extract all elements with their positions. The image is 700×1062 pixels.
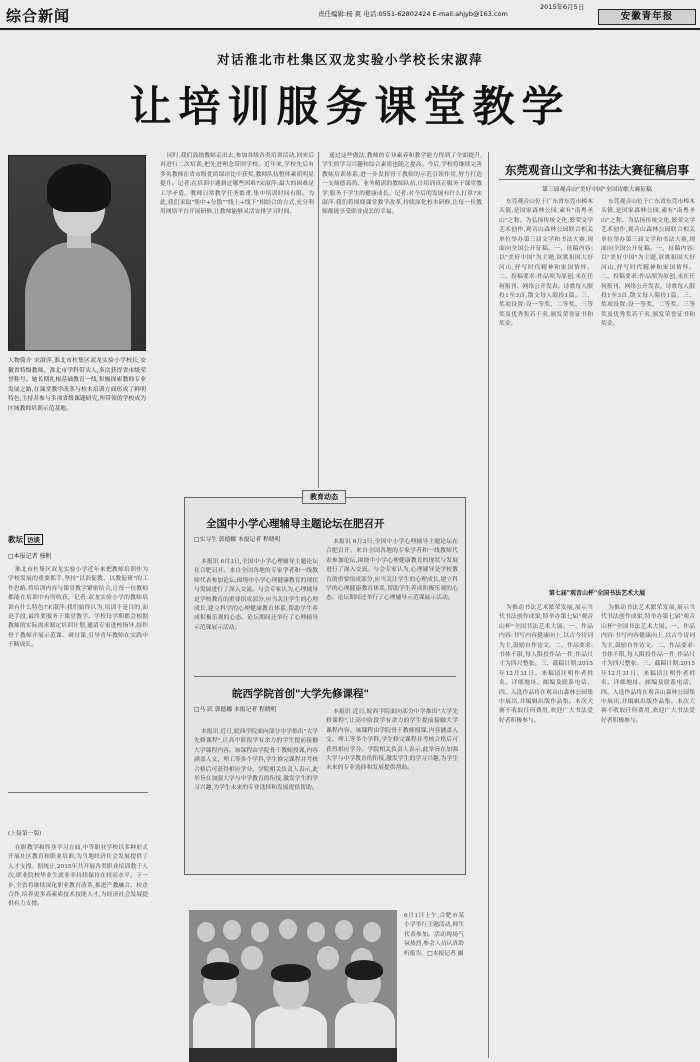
- portrait-photo: [8, 155, 146, 351]
- divider: [8, 792, 148, 793]
- sidebar-story1-col2: [326, 538, 458, 666]
- right-text2: 为推动书法艺术繁荣发展,展示当代书法创作成果,特举办第七届"观音山杯"全国书法艺术大展。一、作品内容:书写内容健康向上,以古今诗词为主,鼓励自作诗文。二、作品要求:书体不限,每人限投作品一件,作品尺寸为四尺整张。三、截稿日期:2015年12月31日。来稿请注明作者姓名、详细地址、邮编及联系电话。四、入选作品将在观音山森林公园集中展出,并编辑出版作品集。本次大赛不收取任何费用,欢迎广大书法爱好者积极参与。: [499, 605, 593, 724]
- meeting-photo: [189, 910, 397, 1062]
- sidebar-story1-byline: [194, 536, 318, 556]
- photo-caption-text: 6月1日上午,合肥市某小学举行主题活动,师生代表参加。活动现场气氛热烈,参会人员认真聆听报告。□本报记者 摄: [404, 913, 464, 957]
- article-col2-text: 同时,我们鼓励教师走出去,参加各级各类培训活动,回来后再进行二次培训,把先进理念带回学校。近年来,学校先后有多名教师在省市级优质课评比中获奖,教师队伍整体素质明显提升。记者:在培训中遇到过哪些困难?宋淑萍:最大的困难是工学矛盾。教师日常教学任务繁重,集中培训时间有限。为此,我们采取"集中+分散""线上+线下"相结合的方式,充分利用网络平台开展研修,让教师能够灵活安排学习时间。: [160, 153, 314, 216]
- right-article-col4: [601, 604, 695, 1058]
- photo-caption: [404, 912, 464, 1060]
- sidebar-divider: [194, 676, 456, 677]
- right-text2-cont: 为推动书法艺术繁荣发展,展示当代书法创作成果,特举办第七届"观音山杯"全国书法艺术大展。一、作品内容:书写内容健康向上,以古今诗词为主,鼓励自作诗文。二、作品要求:书体不限,每人限投作品一件,作品尺寸为四尺整张。三、截稿日期:2015年12月31日。来稿请注明作者姓名、详细地址、邮编及联系电话。四、入选作品将在观音山森林公园集中展出,并编辑出版作品集。本次大赛不收取任何费用,欢迎广大书法爱好者积极参与。: [601, 605, 695, 724]
- sidebar-story2-col2: [326, 708, 458, 868]
- portrait-body: [25, 242, 131, 351]
- person-left: [193, 1002, 251, 1052]
- column-tag-label: 教坛: [8, 535, 23, 544]
- story2-byline-text: □马 跃 郭德娜 本报记者 程晓明: [194, 707, 277, 713]
- article-col1: [8, 566, 148, 784]
- right-text: 东莞观音山位于广东省东莞市樟木头镇,是国家森林公园,素有"南粤圣山"之称。为弘扬传统文化,繁荣文学艺术创作,观音山森林公园联合相关单位举办第三届文学和书法大赛,现面向全国公开征稿。一、征稿内容:以"美好中国"为主题,讴歌祖国大好河山,抒写时代精神和家国情怀。二、投稿要求:作品须为原创,未在任何报刊、网络公开发表。诗歌每人限投1至3首,散文每人限投1篇。三、奖项设置:设一等奖、二等奖、三等奖及优秀奖若干名,颁发荣誉证书和奖金。: [499, 199, 593, 328]
- right-article-title: 东莞观音山文学和书法大赛征稿启事: [505, 163, 689, 177]
- sidebar-story1-title: 全国中小学心理辅导主题论坛在肥召开: [206, 518, 385, 530]
- sidebar-story1-col1: [194, 558, 318, 666]
- right-article-subtitle2: 第七届"观音山杯"全国书法艺术大展: [548, 590, 646, 597]
- story1-byline-text: □实习生 郭德娜 本报记者 程晓明: [194, 537, 281, 543]
- right-text-cont: 东莞观音山位于广东省东莞市樟木头镇,是国家森林公园,素有"南粤圣山"之称。为弘扬传统文化,繁荣文学艺术创作,观音山森林公园联合相关单位举办第三届文学和书法大赛,现面向全国公开征稿。一、征稿内容:以"美好中国"为主题,讴歌祖国大好河山,抒写时代精神和家国情怀。二、投稿要求:作品须为原创,未在任何报刊、网络公开发表。诗歌每人限投1至3首,散文每人限投1篇。三、奖项设置:设一等奖、二等奖、三等奖及优秀奖若干名,颁发荣誉证书和奖金。: [601, 199, 695, 328]
- continued-note: [8, 830, 148, 840]
- issue-date: 2015年6月5日: [540, 3, 585, 11]
- editor-info: 责任编辑:杨 爽 电话:0551-62802424 E-mail:ahjyb@163.com: [318, 10, 508, 18]
- column-rule: [318, 152, 319, 488]
- page-header: [0, 0, 700, 30]
- story1-text: 本报讯 6月3日,全国中小学心理辅导主题论坛在合肥召开。来自全国各地的专家学者和一线教师代表参加论坛,围绕中小学心理健康教育的现状与发展进行了深入交流。与会专家认为,心理辅导是学校教育的重要组成部分,应当关注学生的心理成长,建立科学的心理健康教育体系,帮助学生养成积极乐观的心态。论坛期间还举行了心理辅导示范课展示活动。: [194, 559, 318, 631]
- right-column-rule: [488, 152, 489, 1058]
- story2-text-cont: 本报讯 近日,皖西学院面向部分中学推出"大学先修课程",让高中阶段学有余力的学生提前接触大学课程内容。该课程由学院骨干教师授课,内容涵盖人文、理工等多个学科,学生修完课程并考核合格后可获得相应学分。学院相关负责人表示,此举旨在加强大学与中学教育的衔接,激发学生的学习兴趣,为学生未来的专业选择和发展提供帮助。: [326, 709, 458, 772]
- column-tag: [8, 534, 43, 545]
- story1-text-cont: 本报讯 6月3日,全国中小学心理辅导主题论坛在合肥召开。来自全国各地的专家学者和一线教师代表参加论坛,围绕中小学心理健康教育的现状与发展进行了深入交流。与会专家认为,心理辅导是学校教育的重要组成部分,应当关注学生的心理成长,建立科学的心理健康教育体系,帮助学生养成积极乐观的心态。论坛期间还举行了心理辅导示范课展示活动。: [326, 539, 458, 602]
- right-article-col3: [499, 604, 593, 1058]
- right-article-subtitle: 第三届观音山"美好中国"全国诗歌大赛征稿: [542, 187, 652, 193]
- person-bio: 人物简介 宋淑萍,淮北市杜集区双龙实验小学校长,安徽省特级教师、淮北市学科带头人,多次获得省市级荣誉称号。她长期扎根基础教育一线,积极探索教师专业发展之路,在课堂教学改革与校本培训方面形成了鲜明特色,主持并参与多项省级课题研究,所带领的学校成为区域教师培训示范基地。: [8, 358, 146, 412]
- person-right: [335, 1002, 395, 1052]
- right-article-col2: [601, 198, 695, 580]
- sidebar-story2-title: 皖西学院首创"大学先修课程": [232, 688, 369, 700]
- article-headline: 让培训服务课堂教学: [129, 82, 571, 131]
- article-col3: [322, 152, 482, 490]
- article-col1-text: 淮北市杜集区双龙实验小学近年来把教师培训作为学校发展的重要抓手,坚持"以训促教、以教促研"的工作思路,将培训内容与课堂教学紧密结合,让每一位教师都能在培训中有所收获。记者:双龙实验小学的教师培训有什么特色?宋淑萍:我们始终认为,培训不是目的,而是手段,最终要服务于课堂教学。学校每学期都会根据教师的实际需求制定培训计划,邀请专家进校指导,组织骨干教师开展示范课、研讨课,引导青年教师在实践中不断成长。: [8, 567, 148, 649]
- right-title-rule: [499, 179, 695, 180]
- sidebar-story2-col1: [194, 728, 318, 868]
- article-kicker: 对话淮北市杜集区双龙实验小学校长宋淑萍: [216, 52, 483, 67]
- story2-text: 本报讯 近日,皖西学院面向部分中学推出"大学先修课程",让高中阶段学有余力的学生提前接触大学课程内容。该课程由学院骨干教师授课,内容涵盖人文、理工等多个学科,学生修完课程并考核合格后可获得相应学分。学院相关负责人表示,此举旨在加强大学与中学教育的衔接,激发学生的学习兴趣,为学生未来的专业选择和发展提供帮助。: [194, 729, 318, 792]
- conference-table: [189, 1048, 397, 1062]
- right-article-col1: [499, 198, 593, 580]
- left-bottom-article: [8, 844, 148, 1058]
- portrait-hair: [47, 164, 111, 212]
- article-byline: □本报记者 杨帆: [8, 553, 52, 560]
- newspaper-flag: 安徽青年报: [598, 9, 696, 25]
- sidebar-tab-label: 教育: [310, 493, 324, 501]
- bio-pointer: [118, 495, 142, 515]
- article-col2: [160, 152, 314, 490]
- column-tag-box: 访谈: [24, 534, 43, 545]
- sidebar-story2-byline: [194, 706, 318, 726]
- section-name: 综合新闻: [6, 7, 71, 25]
- person-center: [255, 1006, 327, 1052]
- left-bottom-text: 在职教学和终身学习方面,中等职业学校以多种形式开展社区教育和职业培训,为当地经济社会发展提供了人才支撑。据统计,2015年共开展各类职业培训数千人次,职业院校毕业生就业率持续保持在较高水平。下一步,全省将继续深化职业教育改革,推进产教融合、校企合作,培养更多高素质技术技能人才,为经济社会发展提供有力支撑。: [8, 845, 148, 908]
- article-col3-text: 通过这些做法,教师的专业素养和教学能力得到了全面提升,学生的学习兴趣和综合素质也随之提高。今后,学校将继续完善教师培训体系,进一步发挥骨干教师的示范引领作用,努力打造一支师德高尚、业务精湛的教师队伍,让培训真正服务于课堂教学,服务于学生的健康成长。记者:对今后的发展有什么打算?宋淑萍:我们将围绕课堂教学改革,持续深化校本研修,让每一位教师都能享受职业成长的幸福。: [322, 153, 482, 216]
- continued-label: (上接第一版): [8, 831, 42, 837]
- sidebar-tab-box: 动态: [324, 493, 338, 501]
- sidebar-tab: [302, 490, 346, 504]
